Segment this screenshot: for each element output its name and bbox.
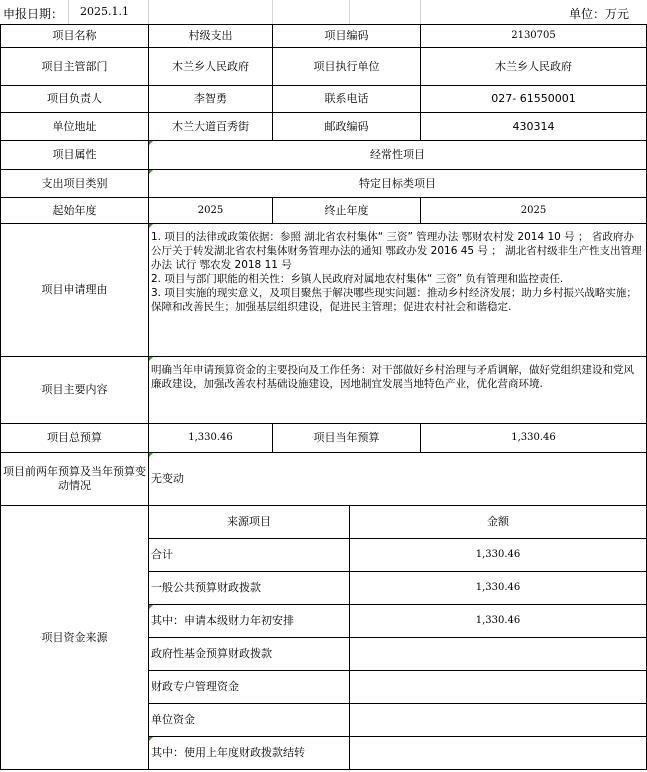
exec-unit-label: 项目执行单位 bbox=[273, 48, 421, 86]
address-value[interactable]: 木兰大道百秀街 bbox=[149, 113, 273, 141]
total-budget-value[interactable]: 1,330.46 bbox=[149, 424, 273, 453]
row-source-head bbox=[1, 506, 647, 539]
project-code-label: 项目编码 bbox=[273, 25, 421, 48]
reason-item: 3. 项目实施的现实意义，及项目聚焦于解决哪些现实问题：推动乡村经济发展；助力乡村振兴战略实施；保障和改善民生；加强基层组织建设，促进民主管理；促进农村社会和谐稳定. bbox=[151, 287, 637, 313]
project-budget-table bbox=[0, 24, 647, 770]
change-label: 项目前两年预算及当年预算变动情况 bbox=[1, 453, 149, 506]
start-year-value[interactable]: 2025 bbox=[149, 198, 273, 224]
header-divider bbox=[420, 0, 421, 24]
header-divider bbox=[148, 0, 149, 24]
row-change bbox=[1, 453, 647, 506]
row-content bbox=[1, 357, 647, 424]
postcode-label: 邮政编码 bbox=[273, 113, 421, 141]
phone-label: 联系电话 bbox=[273, 86, 421, 113]
row-attr bbox=[1, 141, 647, 170]
header-divider bbox=[68, 0, 69, 24]
year-budget-label: 项目当年预算 bbox=[273, 424, 421, 453]
leader-value[interactable]: 李智勇 bbox=[149, 86, 273, 113]
year-budget-value[interactable]: 1,330.46 bbox=[421, 424, 647, 453]
report-date-label: 申报日期： bbox=[3, 7, 64, 21]
reason-text[interactable] bbox=[149, 224, 647, 357]
total-budget-label: 项目总预算 bbox=[1, 424, 149, 453]
end-year-label: 终止年度 bbox=[273, 198, 421, 224]
row-leader bbox=[1, 86, 647, 113]
source-amount[interactable] bbox=[350, 737, 647, 770]
dept-label: 项目主管部门 bbox=[1, 48, 149, 86]
project-name-label: 项目名称 bbox=[1, 25, 149, 48]
attr-value[interactable]: 经常性项目 bbox=[149, 141, 647, 170]
row-name bbox=[1, 25, 647, 48]
source-head: 来源项目 bbox=[149, 506, 350, 539]
header-divider bbox=[349, 0, 350, 24]
reason-item: 1. 项目的法律或政策依据：参照 湖北省农村集体“ 三资” 管理办法 鄂财农村发 2014 10 号 ； 省政府办公厅关于转发湖北省农村集体财务管理办法的通知 鄂政办发 2016 45 号 ； 湖北省村级非生产性支出管理办法 试行 鄂农发 2018 11 号 bbox=[151, 231, 642, 271]
row-address bbox=[1, 113, 647, 141]
source-amount[interactable]: 1,330.46 bbox=[350, 605, 647, 638]
source-amount[interactable]: 1,330.46 bbox=[350, 539, 647, 572]
source-amount[interactable] bbox=[350, 638, 647, 671]
dept-value[interactable]: 木兰乡人民政府 bbox=[149, 48, 273, 86]
source-label: 项目资金来源 bbox=[1, 506, 149, 770]
reason-label: 项目申请理由 bbox=[1, 224, 149, 357]
type-value[interactable]: 特定目标类项目 bbox=[149, 170, 647, 198]
row-reason bbox=[1, 224, 647, 357]
source-item: 其中：使用上年度财政拨款结转 bbox=[149, 737, 350, 770]
source-item: 一般公共预算财政拨款 bbox=[149, 572, 350, 605]
project-name-value[interactable]: 村级支出 bbox=[149, 25, 273, 48]
project-code-value[interactable]: 2130705 bbox=[421, 25, 647, 48]
source-item: 财政专户管理资金 bbox=[149, 671, 350, 704]
row-dept bbox=[1, 48, 647, 86]
header-divider bbox=[272, 0, 273, 24]
source-item: 政府性基金预算财政拨款 bbox=[149, 638, 350, 671]
source-amount[interactable]: 1,330.46 bbox=[350, 572, 647, 605]
phone-value[interactable]: 027- 61550001 bbox=[421, 86, 647, 113]
row-years bbox=[1, 198, 647, 224]
source-item: 合计 bbox=[149, 539, 350, 572]
leader-label: 项目负责人 bbox=[1, 86, 149, 113]
address-label: 单位地址 bbox=[1, 113, 149, 141]
change-value[interactable]: 无变动 bbox=[149, 453, 647, 506]
attr-label: 项目属性 bbox=[1, 141, 149, 170]
postcode-value[interactable]: 430314 bbox=[421, 113, 647, 141]
report-date-value[interactable]: 2025.1.1 bbox=[80, 5, 129, 18]
unit-label: 单位：万元 bbox=[568, 7, 629, 21]
amount-head: 金额 bbox=[350, 506, 647, 539]
source-item: 其中：申请本级财力年初安排 bbox=[149, 605, 350, 638]
start-year-label: 起始年度 bbox=[1, 198, 149, 224]
end-year-value[interactable]: 2025 bbox=[421, 198, 647, 224]
source-amount[interactable] bbox=[350, 704, 647, 737]
source-item: 单位资金 bbox=[149, 704, 350, 737]
content-label: 项目主要内容 bbox=[1, 357, 149, 424]
reason-item: 2. 项目与部门职能的相关性：乡镇人民政府对属地农村集体“ 三资” 负有管理和监控责任. bbox=[151, 273, 564, 285]
source-amount[interactable] bbox=[350, 671, 647, 704]
type-label: 支出项目类别 bbox=[1, 170, 149, 198]
content-text[interactable]: 明确当年申请预算资金的主要投向及工作任务：对干部做好乡村治理与矛盾调解，做好党组织建设和党风廉政建设，加强改善农村基础设施建设，因地制宜发展当地特色产业，优化营商环境. bbox=[149, 357, 647, 424]
form-header bbox=[0, 0, 647, 24]
row-budget bbox=[1, 424, 647, 453]
exec-unit-value[interactable]: 木兰乡人民政府 bbox=[421, 48, 647, 86]
row-type bbox=[1, 170, 647, 198]
